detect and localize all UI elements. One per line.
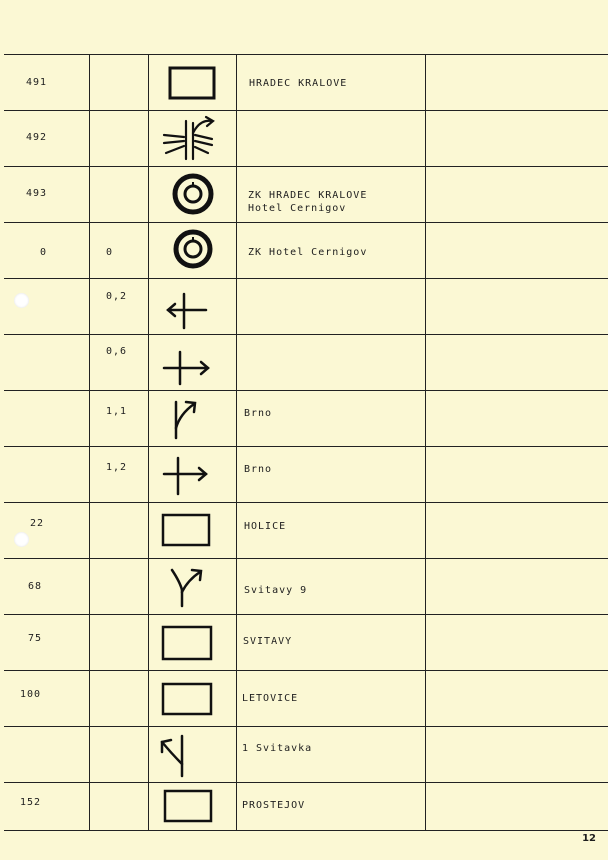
fork-right-icon bbox=[162, 562, 218, 610]
km-cell: 100 bbox=[20, 689, 42, 700]
km-cell: 22 bbox=[30, 518, 45, 529]
partial-km-cell: 0 bbox=[106, 247, 114, 258]
place-name-cell: HRADEC KRALOVE bbox=[249, 78, 348, 89]
row-line bbox=[4, 222, 608, 223]
km-cell: 75 bbox=[28, 633, 43, 644]
control-point-icon bbox=[168, 225, 218, 275]
partial-km-cell: 0,6 bbox=[106, 346, 128, 357]
row-line bbox=[4, 558, 608, 559]
km-cell: 152 bbox=[20, 797, 42, 808]
row-line bbox=[4, 390, 608, 391]
place-name-cell: PROSTEJOV bbox=[242, 800, 306, 811]
punch-hole bbox=[14, 532, 29, 547]
control-point-icon bbox=[168, 170, 218, 220]
row-line bbox=[4, 166, 608, 167]
place-name-cell: ZK HRADEC KRALOVE Hotel Cernigov bbox=[248, 190, 368, 214]
column-line bbox=[148, 54, 149, 830]
box-icon bbox=[162, 63, 222, 103]
page-number: 12 bbox=[582, 833, 596, 844]
row-line bbox=[4, 830, 608, 831]
partial-km-cell: 1,2 bbox=[106, 462, 128, 473]
box-icon bbox=[158, 679, 218, 719]
place-name-cell: Brno bbox=[244, 464, 273, 475]
km-cell: 491 bbox=[26, 77, 48, 88]
row-line bbox=[4, 502, 608, 503]
row-line bbox=[4, 782, 608, 783]
roundabout-junction-icon bbox=[160, 113, 220, 161]
km-cell: 0 bbox=[40, 247, 48, 258]
place-name-cell: HOLICE bbox=[244, 521, 287, 532]
km-cell: 492 bbox=[26, 132, 48, 143]
place-name-cell: Brno bbox=[244, 408, 273, 419]
row-line bbox=[4, 110, 608, 111]
turn-left-icon bbox=[158, 728, 208, 780]
place-name-cell: LETOVICE bbox=[242, 693, 299, 704]
place-name-cell: Svitavy 9 bbox=[244, 585, 308, 596]
row-line bbox=[4, 670, 608, 671]
row-line bbox=[4, 54, 608, 55]
column-line bbox=[89, 54, 90, 830]
right-turn-crossroad-icon bbox=[160, 346, 220, 390]
column-line bbox=[236, 54, 237, 830]
box-icon bbox=[158, 510, 218, 550]
box-icon bbox=[160, 787, 220, 827]
row-line bbox=[4, 614, 608, 615]
km-cell: 68 bbox=[28, 581, 43, 592]
column-line bbox=[425, 54, 426, 830]
row-line bbox=[4, 334, 608, 335]
left-turn-crossroad-icon bbox=[160, 288, 220, 332]
row-line bbox=[4, 726, 608, 727]
punch-hole bbox=[14, 293, 29, 308]
partial-km-cell: 0,2 bbox=[106, 291, 128, 302]
row-line bbox=[4, 446, 608, 447]
place-name-cell: SVITAVY bbox=[243, 636, 293, 647]
bear-right-icon bbox=[164, 394, 214, 442]
km-cell: 493 bbox=[26, 188, 48, 199]
right-turn-crossroad-icon bbox=[160, 452, 220, 498]
partial-km-cell: 1,1 bbox=[106, 406, 128, 417]
row-line bbox=[4, 278, 608, 279]
place-name-cell: 1 Svitavka bbox=[242, 743, 313, 754]
place-name-cell: ZK Hotel Cernigov bbox=[248, 247, 368, 258]
box-icon bbox=[158, 622, 218, 662]
